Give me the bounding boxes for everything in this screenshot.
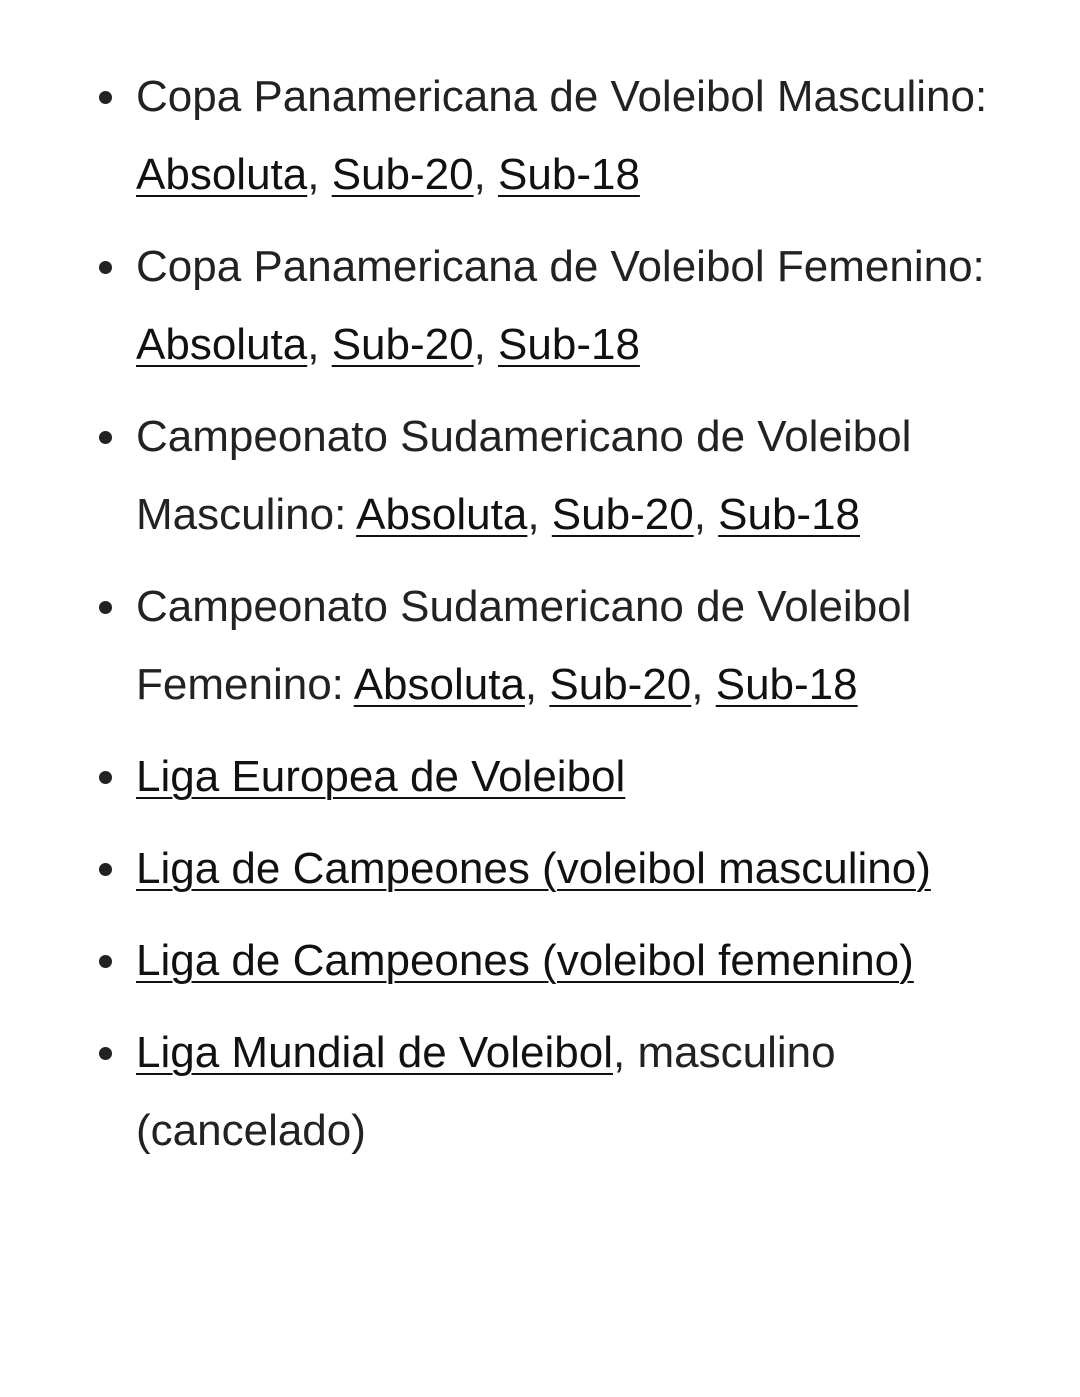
separator: , <box>307 150 332 199</box>
link-absoluta[interactable]: Absoluta <box>353 660 525 709</box>
list-item <box>136 922 996 1000</box>
list-item <box>136 568 996 724</box>
article-content <box>0 58 1080 1184</box>
link-sub-18[interactable]: Sub-18 <box>498 320 640 369</box>
link-absoluta[interactable]: Absoluta <box>136 320 308 369</box>
bullet-icon <box>99 261 112 274</box>
item-text: Campeonato Sudamericano de Voleibol Femenino: <box>136 582 912 709</box>
link-liga-campeones-masculino[interactable]: Liga de Campeones (voleibol masculino) <box>136 844 931 893</box>
link-liga-europea[interactable]: Liga Europea de Voleibol <box>136 752 626 801</box>
link-absoluta[interactable]: Absoluta <box>356 490 528 539</box>
link-absoluta[interactable]: Absoluta <box>136 150 308 199</box>
bullet-icon <box>99 1047 112 1060</box>
list-item <box>136 1014 996 1170</box>
item-text: , masculino (cancelado) <box>136 1028 836 1155</box>
separator: , <box>473 150 499 199</box>
link-sub-20[interactable]: Sub-20 <box>331 320 474 369</box>
link-sub-18[interactable]: Sub-18 <box>498 150 640 199</box>
competition-list <box>0 58 996 1170</box>
link-liga-campeones-femenino[interactable]: Liga de Campeones (voleibol femenino) <box>136 936 914 985</box>
link-liga-mundial[interactable]: Liga Mundial de Voleibol <box>136 1028 614 1077</box>
bullet-icon <box>99 771 112 784</box>
item-text: Campeonato Sudamericano de Voleibol Masculino: <box>136 412 912 539</box>
item-text: Copa Panamericana de Voleibol Masculino: <box>136 72 988 121</box>
list-item <box>136 830 996 908</box>
list-item <box>136 228 996 384</box>
separator: , <box>473 320 499 369</box>
link-sub-18[interactable]: Sub-18 <box>715 660 858 709</box>
item-text: Copa Panamericana de Voleibol Femenino: <box>136 242 985 291</box>
separator: , <box>691 660 716 709</box>
list-item <box>136 738 996 816</box>
link-sub-20[interactable]: Sub-20 <box>551 490 694 539</box>
separator: , <box>524 660 550 709</box>
bullet-icon <box>99 91 112 104</box>
separator: , <box>307 320 332 369</box>
link-sub-18[interactable]: Sub-18 <box>718 490 861 539</box>
bullet-icon <box>99 601 112 614</box>
separator: , <box>527 490 552 539</box>
bullet-icon <box>99 431 112 444</box>
bullet-icon <box>99 863 112 876</box>
list-item <box>136 58 996 214</box>
list-item <box>136 398 996 554</box>
link-sub-20[interactable]: Sub-20 <box>549 660 692 709</box>
link-sub-20[interactable]: Sub-20 <box>331 150 474 199</box>
separator: , <box>693 490 719 539</box>
bullet-icon <box>99 955 112 968</box>
